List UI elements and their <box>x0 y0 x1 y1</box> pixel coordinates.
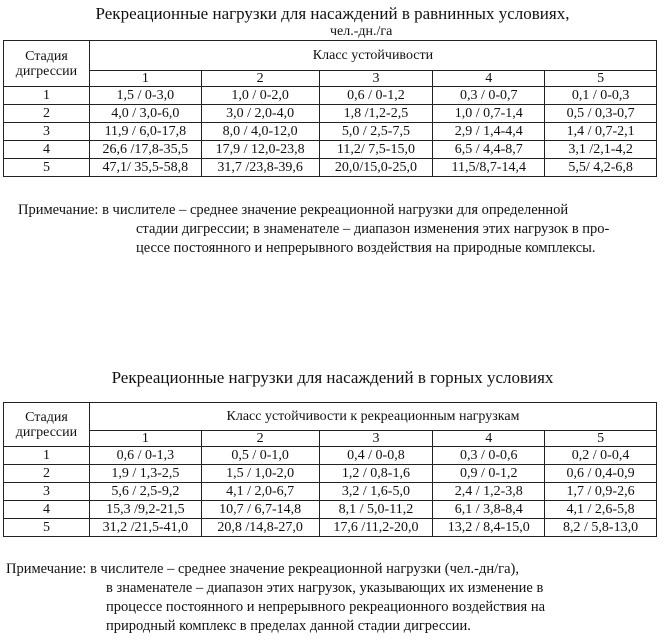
value-cell: 2,9 / 1,4-4,4 <box>433 123 545 141</box>
value-cell: 0,3 / 0-0,7 <box>433 87 545 105</box>
stage-cell: 1 <box>4 447 90 465</box>
class-number: 4 <box>433 71 545 87</box>
value-cell: 0,6 / 0-1,2 <box>319 87 433 105</box>
stage-cell: 4 <box>4 141 90 159</box>
value-cell: 0,2 / 0-0,4 <box>545 447 657 465</box>
value-cell: 1,4 / 0,7-2,1 <box>545 123 657 141</box>
class-header: Класс устойчивости <box>89 41 656 71</box>
value-cell: 0,3 / 0-0,6 <box>433 447 545 465</box>
class-number: 1 <box>89 431 201 447</box>
class-number: 4 <box>433 431 545 447</box>
mountain-table-title: Рекреационные нагрузки для насаждений в горных условиях <box>111 368 554 387</box>
value-cell: 1,2 / 0,8-1,6 <box>319 465 433 483</box>
value-cell: 13,2 / 8,4-15,0 <box>433 519 545 537</box>
value-cell: 1,5 / 1,0-2,0 <box>201 465 319 483</box>
value-cell: 0,6 / 0,4-0,9 <box>545 465 657 483</box>
table-row <box>4 105 657 123</box>
value-cell: 31,7 /23,8-39,6 <box>201 159 319 177</box>
value-cell: 1,7 / 0,9-2,6 <box>545 483 657 501</box>
note-line: стадии дигрессии; в знаменателе – диапазон изменения этих нагрузок в про- <box>136 221 610 237</box>
stage-cell: 4 <box>4 501 90 519</box>
mountain-load-table <box>3 402 657 537</box>
value-cell: 11,9 / 6,0-17,8 <box>89 123 201 141</box>
table-row <box>4 519 657 537</box>
value-cell: 1,5 / 0-3,0 <box>89 87 201 105</box>
value-cell: 1,9 / 1,3-2,5 <box>89 465 201 483</box>
stage-cell: 5 <box>4 519 90 537</box>
note-line: Примечание: в числителе – среднее значение рекреационной нагрузки (чел.-дн/га), <box>6 561 519 577</box>
class-number: 5 <box>545 431 657 447</box>
value-cell: 3,2 / 1,6-5,0 <box>319 483 433 501</box>
value-cell: 10,7 / 6,7-14,8 <box>201 501 319 519</box>
value-cell: 4,1 / 2,6-5,8 <box>545 501 657 519</box>
value-cell: 11,2/ 7,5-15,0 <box>319 141 433 159</box>
value-cell: 4,1 / 2,0-6,7 <box>201 483 319 501</box>
stage-cell: 1 <box>4 87 90 105</box>
class-number: 2 <box>201 431 319 447</box>
table-row <box>4 501 657 519</box>
stage-cell: 3 <box>4 123 90 141</box>
value-cell: 0,6 / 0-1,3 <box>89 447 201 465</box>
plain-table-note <box>18 201 609 258</box>
value-cell: 3,0 / 2,0-4,0 <box>201 105 319 123</box>
table-row <box>4 483 657 501</box>
value-cell: 3,1 /2,1-4,2 <box>545 141 657 159</box>
value-cell: 6,5 / 4,4-8,7 <box>433 141 545 159</box>
note-line: в знаменателе – диапазон этих нагрузок, указывающих их изменение в <box>106 580 544 596</box>
value-cell: 8,0 / 4,0-12,0 <box>201 123 319 141</box>
mountain-table-note <box>6 560 545 636</box>
note-line: цессе постоянного и непрерывного воздействия на природные комплексы. <box>136 240 596 256</box>
value-cell: 15,3 /9,2-21,5 <box>89 501 201 519</box>
value-cell: 17,6 /11,2-20,0 <box>319 519 433 537</box>
stage-cell: 3 <box>4 483 90 501</box>
stage-header: Стадия дигрессии <box>4 41 90 87</box>
table-row <box>4 465 657 483</box>
value-cell: 47,1/ 35,5-58,8 <box>89 159 201 177</box>
stage-cell: 2 <box>4 465 90 483</box>
value-cell: 5,0 / 2,5-7,5 <box>319 123 433 141</box>
table-row <box>4 159 657 177</box>
stage-cell: 2 <box>4 105 90 123</box>
plain-table-title: Рекреационные нагрузки для насаждений в равнинных условиях, <box>95 4 570 23</box>
plain-load-table <box>3 40 657 177</box>
value-cell: 4,0 / 3,0-6,0 <box>89 105 201 123</box>
stage-header: Стадия дигрессии <box>4 403 90 447</box>
note-line: Примечание: в числителе – среднее значение рекреационной нагрузки для определенной <box>18 202 569 218</box>
value-cell: 1,0 / 0,7-1,4 <box>433 105 545 123</box>
value-cell: 5,5/ 4,2-6,8 <box>545 159 657 177</box>
plain-table-unit: чел.-дн./га <box>330 24 393 39</box>
value-cell: 11,5/8,7-14,4 <box>433 159 545 177</box>
class-header: Класс устойчивости к рекреационным нагрузкам <box>89 403 656 431</box>
table-row <box>4 87 657 105</box>
value-cell: 6,1 / 3,8-8,4 <box>433 501 545 519</box>
table-row <box>4 447 657 465</box>
value-cell: 2,4 / 1,2-3,8 <box>433 483 545 501</box>
note-line: природный комплекс в пределах данной стадии дигрессии. <box>106 618 471 634</box>
value-cell: 0,9 / 0-1,2 <box>433 465 545 483</box>
value-cell: 20,8 /14,8-27,0 <box>201 519 319 537</box>
class-number: 3 <box>319 431 433 447</box>
class-number: 5 <box>545 71 657 87</box>
value-cell: 0,5 / 0,3-0,7 <box>545 105 657 123</box>
value-cell: 1,8 /1,2-2,5 <box>319 105 433 123</box>
value-cell: 0,1 / 0-0,3 <box>545 87 657 105</box>
stage-cell: 5 <box>4 159 90 177</box>
value-cell: 5,6 / 2,5-9,2 <box>89 483 201 501</box>
table-row <box>4 141 657 159</box>
value-cell: 1,0 / 0-2,0 <box>201 87 319 105</box>
value-cell: 8,1 / 5,0-11,2 <box>319 501 433 519</box>
value-cell: 0,4 / 0-0,8 <box>319 447 433 465</box>
class-number: 3 <box>319 71 433 87</box>
value-cell: 31,2 /21,5-41,0 <box>89 519 201 537</box>
table-row <box>4 123 657 141</box>
note-line: процессе постоянного и непрерывного рекреационного воздействия на <box>106 599 546 615</box>
value-cell: 17,9 / 12,0-23,8 <box>201 141 319 159</box>
value-cell: 8,2 / 5,8-13,0 <box>545 519 657 537</box>
value-cell: 20,0/15,0-25,0 <box>319 159 433 177</box>
value-cell: 26,6 /17,8-35,5 <box>89 141 201 159</box>
class-number: 1 <box>89 71 201 87</box>
value-cell: 0,5 / 0-1,0 <box>201 447 319 465</box>
class-number: 2 <box>201 71 319 87</box>
